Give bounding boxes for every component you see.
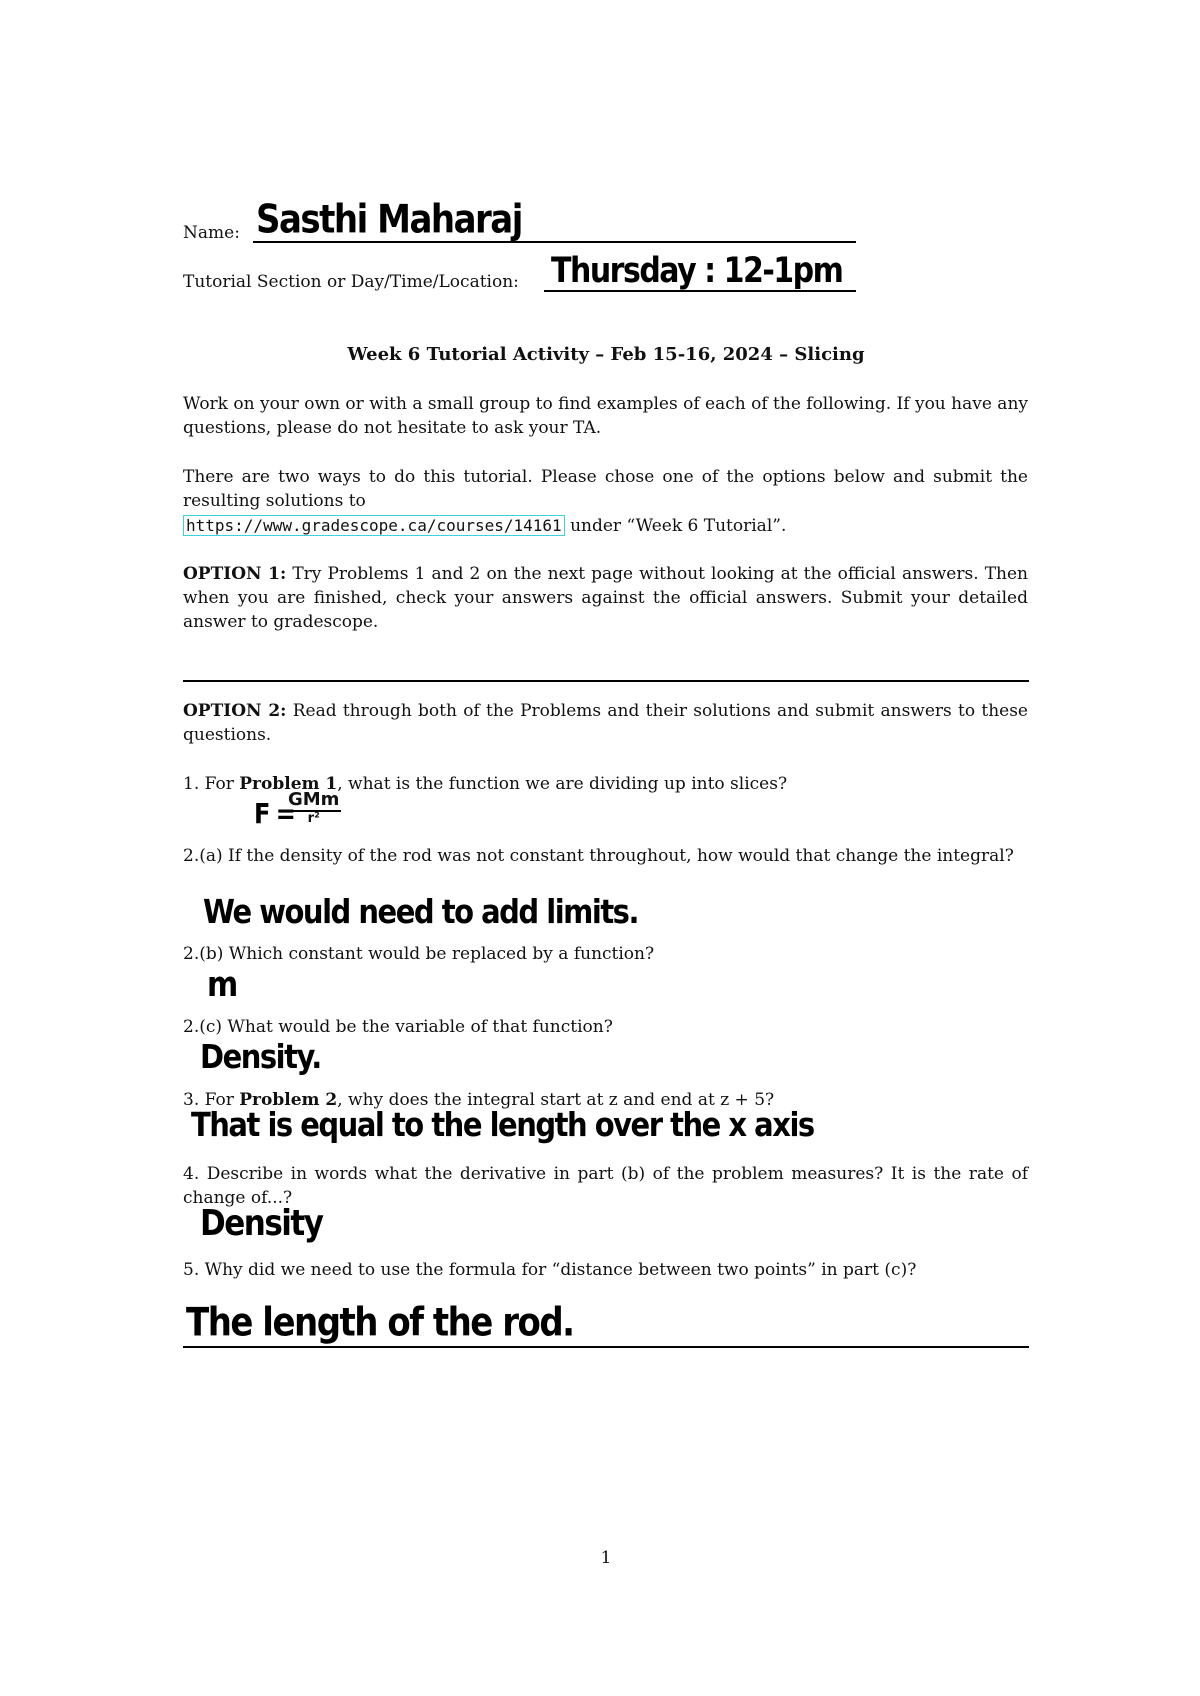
question-5: 5. Why did we need to use the formula for “distance between two points” in part (c)? xyxy=(183,1260,917,1280)
option-2-label: OPTION 2: xyxy=(183,701,287,721)
answer-4-handwritten: Density xyxy=(200,1202,323,1244)
intro-paragraph-1: Work on your own or with a small group to find examples of each of the following. If you have any questions, please do not hesitate to ask your TA. xyxy=(183,394,1028,438)
answer-5-handwritten: The length of the rod. xyxy=(186,1300,574,1346)
answer-1-fraction xyxy=(286,790,341,826)
q1-text: , what is the function we are dividing up into slices? xyxy=(337,774,788,794)
section-divider xyxy=(183,680,1029,682)
name-handwritten: Sasthi Maharaj xyxy=(256,197,522,243)
q3-problem-ref: Problem 2 xyxy=(239,1090,338,1110)
gradescope-link[interactable]: https://www.gradescope.ca/courses/14161 xyxy=(183,515,565,536)
answer-2a-handwritten: We would need to add limits. xyxy=(203,891,638,931)
question-2b: 2.(b) Which constant would be replaced by a function? xyxy=(183,944,655,964)
page-title xyxy=(0,343,1200,367)
answer-1-denominator: r² xyxy=(307,811,320,826)
answer-1-numerator: GMm xyxy=(288,789,340,810)
q1-prefix: 1. For xyxy=(183,774,234,794)
submission-line xyxy=(183,514,786,538)
answer-2b-handwritten: m xyxy=(207,964,237,1005)
title-date: Feb 15-16, 2024 xyxy=(610,344,773,365)
page-number: 1 xyxy=(600,1548,612,1568)
title-dash-2: – xyxy=(779,344,789,365)
title-topic: Slicing xyxy=(794,344,865,365)
name-label: Name: xyxy=(183,223,240,243)
section-label: Tutorial Section or Day/Time/Location: xyxy=(183,272,519,292)
question-4: 4. Describe in words what the derivative in part (b) of the problem measures? It is the rate of change of...? xyxy=(183,1164,1028,1208)
answer-2c-handwritten: Density. xyxy=(200,1036,321,1076)
answer-5-underline xyxy=(183,1346,1029,1348)
title-dash-1: – xyxy=(595,344,605,365)
answer-3-handwritten: That is equal to the length over the x axis xyxy=(191,1104,814,1144)
intro-paragraph-2: There are two ways to do this tutorial. Please chose one of the options below and submit the resulting solutions to xyxy=(183,467,1028,511)
q1-problem-ref: Problem 1 xyxy=(239,774,338,794)
section-handwritten: Thursday : 12-1pm xyxy=(551,250,843,291)
option-2-text: Read through both of the Problems and their solutions and submit answers to these questions. xyxy=(183,701,1028,745)
option-1-label: OPTION 1: xyxy=(183,564,287,584)
answer-1-lhs: F = xyxy=(254,797,295,830)
option-2-block xyxy=(183,699,1028,747)
q3-prefix: 3. For xyxy=(183,1090,234,1110)
question-2a: 2.(a) If the density of the rod was not constant throughout, how would that change the integral? xyxy=(183,846,1014,866)
option-1-block xyxy=(183,562,1028,634)
q3-text: , why does the integral start at z and end at z + 5? xyxy=(337,1090,775,1110)
link-suffix: under “Week 6 Tutorial”. xyxy=(570,516,787,536)
question-1 xyxy=(183,772,787,796)
question-2c: 2.(c) What would be the variable of that function? xyxy=(183,1017,613,1037)
title-week: Week 6 Tutorial Activity xyxy=(347,344,589,365)
option-1-text: Try Problems 1 and 2 on the next page without looking at the official answers. Then when you are finished, check your answers against the official answers. Submit your detailed answer to gradescope. xyxy=(183,564,1028,632)
